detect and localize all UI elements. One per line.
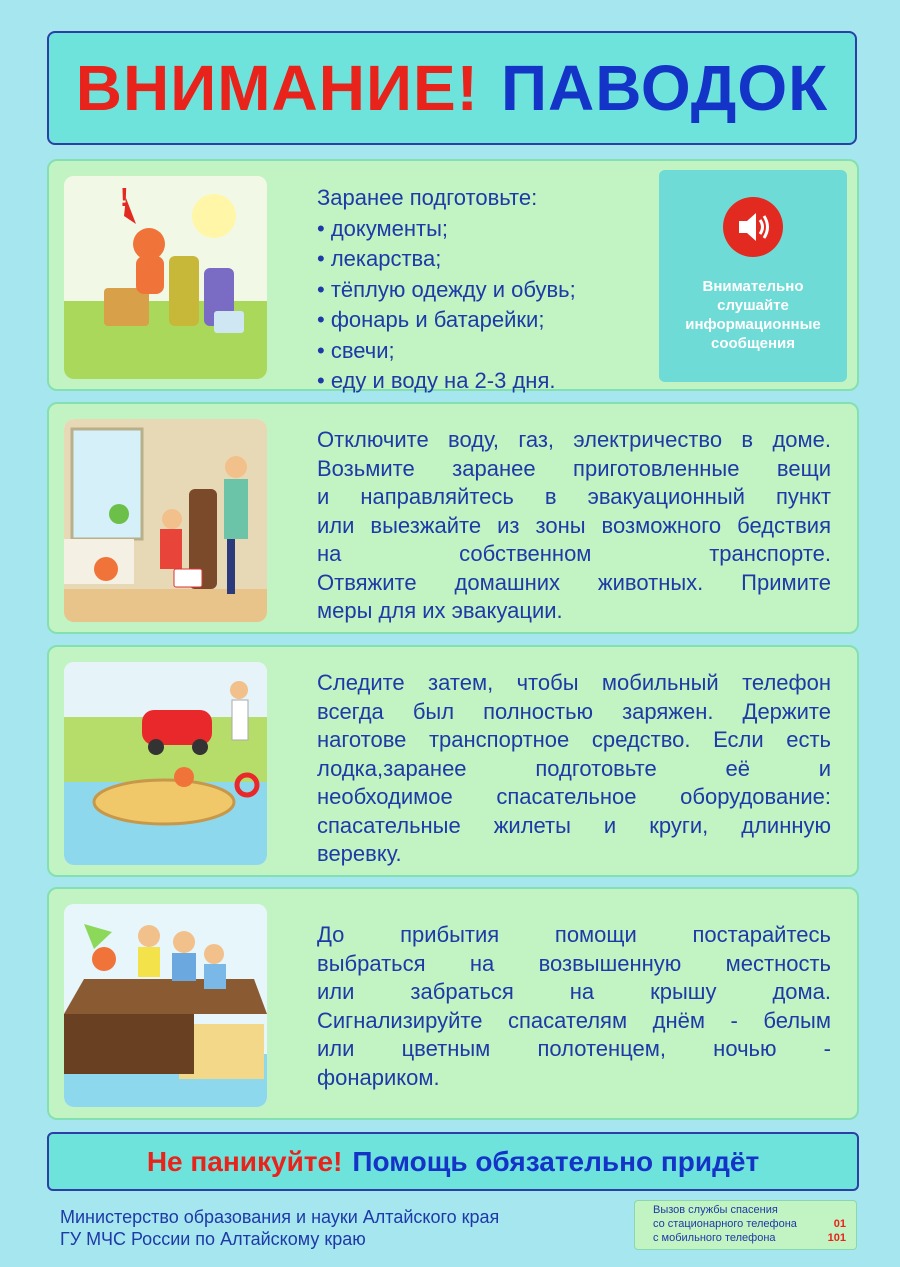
list-item: • лекарства; bbox=[317, 246, 442, 271]
text-line: меры для их эвакуации. bbox=[317, 598, 563, 623]
text-line: наготове транспортное средство. Если есть bbox=[317, 727, 831, 752]
hotline-mobile-label: с мобильного телефона bbox=[653, 1232, 776, 1244]
notice-line: информационные bbox=[685, 316, 821, 333]
text-line: или забраться на крышу дома. bbox=[317, 979, 831, 1004]
readiness-text bbox=[317, 669, 831, 869]
text-line: выбраться на возвышенную местность bbox=[317, 950, 831, 976]
ministry-line: Министерство образования и науки Алтайского края bbox=[60, 1207, 500, 1227]
panel-prepare bbox=[47, 159, 859, 391]
text-line: веревку. bbox=[317, 841, 402, 866]
hotline-box bbox=[634, 1200, 857, 1250]
text-line: необходимое спасательное оборудование: bbox=[317, 784, 831, 809]
rooftop-text bbox=[317, 921, 831, 1092]
list-item: • тёплую одежду и обувь; bbox=[317, 276, 576, 302]
hotline-title: Вызов службы спасения bbox=[653, 1204, 778, 1216]
ministry-credits bbox=[60, 1206, 499, 1250]
list-item: • документы; bbox=[317, 215, 449, 241]
hotline-landline bbox=[653, 1217, 846, 1231]
illustration-evacuation bbox=[64, 419, 267, 622]
text-line: До прибытия помощи постарайтесь bbox=[317, 922, 831, 947]
hotline-landline-number: 01 bbox=[833, 1218, 846, 1230]
panel-evacuate bbox=[47, 402, 859, 634]
footer-banner bbox=[47, 1132, 859, 1191]
footer-help: Помощь обязательно придёт bbox=[352, 1145, 760, 1177]
text-line: Следите затем, чтобы мобильный телефон bbox=[317, 670, 831, 695]
svg-text:!: ! bbox=[120, 182, 129, 212]
prepare-list bbox=[317, 183, 576, 397]
text-line: или цветным полотенцем, ночью - bbox=[317, 1036, 831, 1061]
list-item: • еду и воду на 2-3 дня. bbox=[317, 368, 556, 393]
text-line: Возьмите заранее приготовленные вещи bbox=[317, 455, 831, 481]
title-warning: ВНИМАНИЕ! bbox=[75, 52, 479, 124]
text-line: на собственном транспорте. bbox=[317, 541, 831, 566]
text-line: Сигнализируйте спасателям днём - белым bbox=[317, 1007, 831, 1033]
hotline-mobile-number: 101 bbox=[827, 1232, 846, 1244]
text-line: и направляйтесь в эвакуационный пункт bbox=[317, 484, 831, 509]
text-line: всегда был полностью заряжен. Держите bbox=[317, 698, 831, 724]
footer-calm: Не паникуйте! bbox=[146, 1145, 343, 1177]
list-item: • свечи; bbox=[317, 337, 395, 363]
text-line: спасательные жилеты и круги, длинную bbox=[317, 812, 831, 838]
text-line: Отключите воду, газ, электричество в доме. bbox=[317, 427, 831, 452]
speaker-icon bbox=[723, 197, 783, 257]
title-banner bbox=[47, 31, 857, 145]
panel-readiness bbox=[47, 645, 859, 877]
title-subject: ПАВОДОК bbox=[500, 52, 829, 124]
list-item: • фонарь и батарейки; bbox=[317, 307, 545, 332]
prepare-heading: Заранее подготовьте: bbox=[317, 185, 538, 210]
illustration-boat bbox=[64, 662, 267, 865]
notice-card bbox=[659, 170, 847, 382]
text-line: Отвяжите домашних животных. Примите bbox=[317, 569, 831, 595]
notice-line: сообщения bbox=[711, 335, 795, 352]
illustration-rooftop bbox=[64, 904, 267, 1107]
notice-text bbox=[667, 277, 839, 353]
notice-line: Внимательно bbox=[702, 278, 804, 295]
hotline-mobile bbox=[653, 1231, 846, 1245]
panel-rooftop bbox=[47, 887, 859, 1120]
hotline-landline-label: со стационарного телефона bbox=[653, 1218, 797, 1230]
text-line: фонариком. bbox=[317, 1064, 440, 1090]
ministry-line: ГУ МЧС России по Алтайскому краю bbox=[60, 1229, 366, 1249]
illustration-packing bbox=[64, 176, 267, 379]
notice-line: слушайте bbox=[717, 297, 789, 314]
text-line: лодка,заранее подготовьте её и bbox=[317, 755, 831, 781]
evacuate-text bbox=[317, 426, 831, 626]
text-line: или выезжайте из зоны возможного бедствия bbox=[317, 512, 831, 538]
